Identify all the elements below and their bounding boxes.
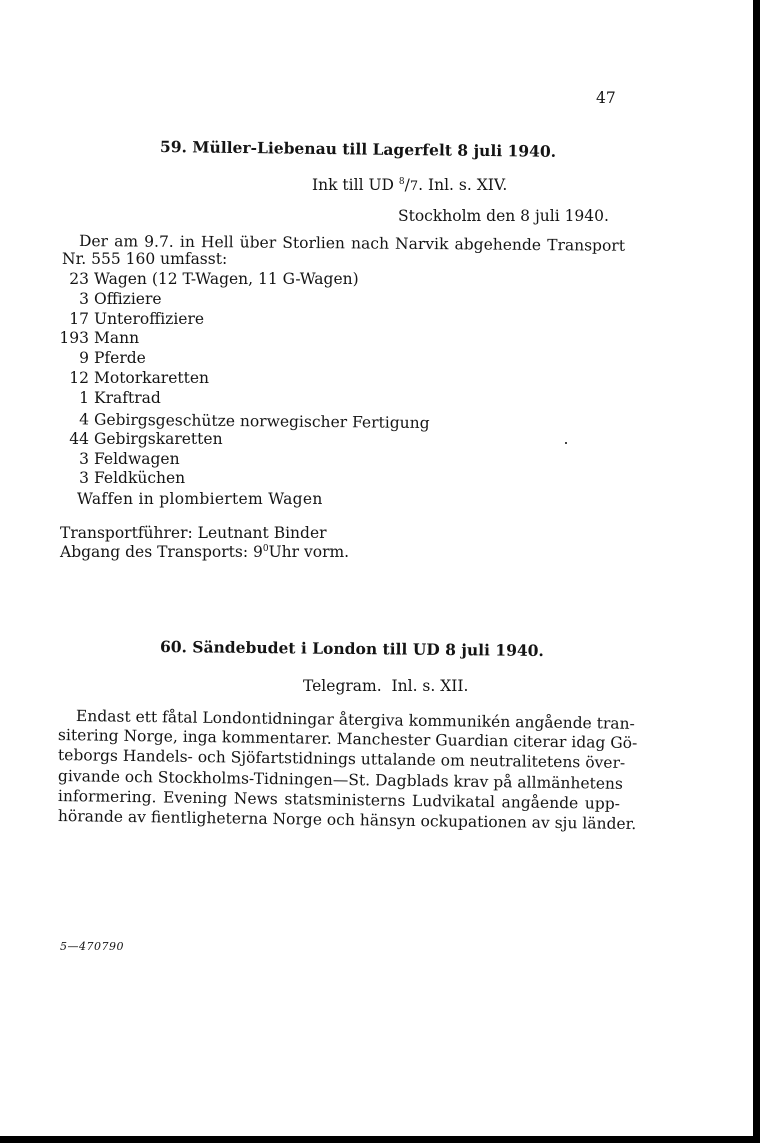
doc59-receipt: Ink till UD $^8$/7. Inl. s. XIV. (312, 176, 508, 194)
doc59-departure-superscript: 0 (262, 543, 269, 554)
doc60-body-line: givande och Stockholms-Tidningen—St. Dagblads krav på allmänhetens (57, 767, 624, 793)
scan-border-bottom (0, 1136, 760, 1143)
doc59-item (40, 290, 162, 309)
item-quantity: 3 (79, 290, 89, 308)
scan-border-right (753, 0, 760, 1143)
item-quantity: 17 (69, 310, 89, 328)
item-description: Wagen (12 T-Wagen, 11 G-Wagen) (94, 270, 359, 288)
doc59-item (40, 329, 139, 348)
item-description: Gebirgskaretten (94, 430, 223, 448)
doc59-weapons-line: Waffen in plombiertem Wagen (77, 490, 323, 508)
doc59-item (40, 349, 146, 368)
doc60-receipt-ref: Inl. s. XII. (391, 677, 469, 695)
doc59-heading: 59. Müller-Liebenau till Lagerfelt 8 juli 1940. (159, 137, 557, 161)
doc59-intro-line-1: Der am 9.7. in Hell über Storlien nach Narvik abgehende Transport (78, 232, 626, 255)
item-quantity: 23 (69, 270, 89, 288)
item-quantity: 3 (79, 469, 89, 487)
doc59-intro-line-2: Nr. 555 160 umfasst: (62, 250, 228, 268)
doc60-body-line: teborgs Handels- och Sjöfartstidnings uttalande om neutralitetens över- (57, 746, 626, 772)
doc59-receipt-prefix: Ink till UD (312, 176, 399, 194)
item-description: Pferde (94, 349, 146, 367)
item-description: Feldwagen (94, 450, 180, 468)
item-quantity: 3 (79, 450, 89, 468)
doc59-item (40, 310, 204, 329)
doc59-departure-prefix: Abgang des Transports: 9 (60, 543, 263, 561)
doc59-departure-suffix: Uhr vorm. (268, 543, 350, 561)
item-description: Mann (94, 329, 140, 347)
item-description: Motorkaretten (94, 369, 210, 387)
doc60-receipt (303, 677, 468, 696)
doc59-item (40, 469, 185, 488)
doc59-item (40, 430, 223, 449)
doc59-item (40, 270, 359, 289)
doc60-body-line: hörande av fientligheterna Norge och hänsyn ockupationen av sju länder. (57, 807, 637, 834)
scan-speck (565, 442, 567, 444)
doc60-telegram-label: Telegram. (303, 677, 382, 695)
item-quantity: 9 (79, 349, 89, 367)
doc59-item (40, 369, 209, 388)
item-quantity: 193 (59, 329, 89, 347)
doc59-receipt-date-num: 8 (398, 176, 405, 187)
item-quantity: 4 (79, 410, 90, 429)
item-description: Offiziere (94, 290, 162, 308)
doc59-place-date: Stockholm den 8 juli 1940. (398, 207, 609, 225)
item-description: Kraftrad (94, 389, 161, 407)
item-description: Unteroffiziere (94, 310, 205, 328)
footer-print-code: 5—470790 (60, 940, 124, 953)
doc59-item (40, 389, 161, 408)
doc59-departure (60, 543, 349, 562)
item-quantity: 44 (69, 430, 89, 448)
page-number: 47 (596, 89, 616, 107)
doc59-transport-leader: Transportführer: Leutnant Binder (60, 524, 327, 542)
item-quantity: 12 (69, 369, 89, 387)
doc60-body-line: sitering Norge, inga kommentarer. Manchester Guardian citerar idag Gö- (57, 726, 638, 753)
doc59-receipt-suffix: . Inl. s. XIV. (418, 176, 508, 194)
item-description: Feldküchen (94, 469, 186, 487)
item-quantity: 1 (79, 389, 89, 407)
doc60-body-line: Endast ett fåtal Londontidningar återgiva kommunikén angående tran- (75, 707, 635, 733)
doc59-receipt-date-den: 7 (409, 179, 419, 194)
doc60-heading: 60. Sändebudet i London till UD 8 juli 1940. (159, 637, 544, 661)
doc59-item (40, 450, 180, 469)
doc60-body-line: informering. Evening News statsministerns Ludvikatal angående upp- (57, 787, 621, 813)
item-description: Gebirgsgeschütze norwegischer Fertigung (93, 410, 430, 433)
